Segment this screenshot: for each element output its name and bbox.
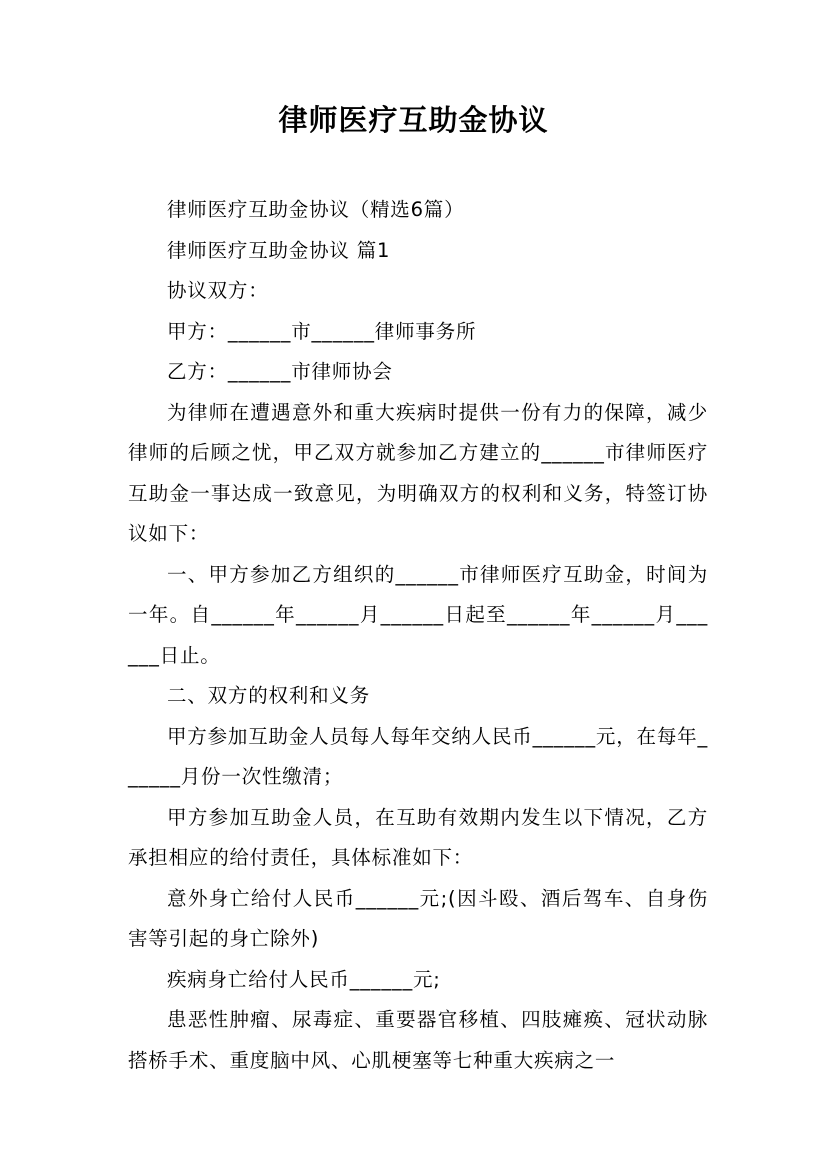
paragraph-preamble: 为律师在遭遇意外和重大疾病时提供一份有力的保障，减少律师的后顾之忧，甲乙双方就参加乙方建立的______市律师医疗互助金一事达成一致意见，为明确双方的权利和义务，特签订协议如下： <box>128 400 708 545</box>
paragraph-major-illness: 患恶性肿瘤、尿毒症、重要器官移植、四肢瘫痪、冠状动脉搭桥手术、重度脑中风、心肌梗塞等七种重大疾病之一 <box>128 1008 708 1072</box>
document-title: 律师医疗互助金协议 <box>278 103 549 137</box>
paragraph-section-heading: 律师医疗互助金协议 篇1 <box>167 238 391 262</box>
paragraph-fee: 甲方参加互助金人员每人每年交纳人民币______元，在每年______月份一次性缴清； <box>128 724 708 788</box>
paragraph-party-b: 乙方：______市律师协会 <box>167 360 393 383</box>
paragraph-clause-2-heading: 二、双方的权利和义务 <box>167 684 371 707</box>
paragraph-clause-1: 一、甲方参加乙方组织的______市律师医疗互助金，时间为一年。自______年______月______日起至______年______月______日止。 <box>128 562 708 667</box>
paragraph-liability: 甲方参加互助金人员，在互助有效期内发生以下情况，乙方承担相应的给付责任，具体标准如下： <box>128 805 708 869</box>
paragraph-subtitle: 律师医疗互助金协议（精选6篇） <box>167 198 465 221</box>
document-body <box>128 190 708 1081</box>
paragraph-accident-death: 意外身亡给付人民币______元;(因斗殴、酒后驾车、自身伤害等引起的身亡除外) <box>128 886 708 950</box>
paragraph-party-a: 甲方：______市______律师事务所 <box>167 319 477 343</box>
paragraph-parties-label: 协议双方： <box>167 279 269 302</box>
paragraph-illness-death: 疾病身亡给付人民币______元; <box>167 967 441 991</box>
